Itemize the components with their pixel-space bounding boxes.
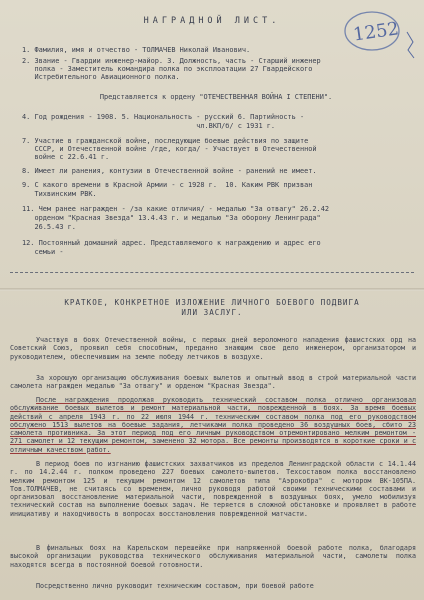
item-line: войне с 22.6.41 г. xyxy=(22,153,110,161)
item-line: 7. Участие в гражданской войне, последующие боевые действия по защите xyxy=(22,137,309,145)
item-line: 1. Фамилия, имя и отчество - ТОЛМАЧЕВ Николай Иванович. xyxy=(22,46,251,54)
item-line: 9. С какого времени в Красной Армии - с 1928 г. 10. Каким РВК призван xyxy=(22,181,313,189)
item-line: 11. Чем ранее награжден - /за какие отличия/ - медалью "За отвагу" 26.2.42 xyxy=(22,205,329,213)
item-line: семьи - xyxy=(22,248,64,256)
narrative-paragraph xyxy=(10,460,416,518)
item-line: 26.5.43 г. xyxy=(22,223,76,231)
item-line: Тихвинским РВК. xyxy=(22,190,97,198)
narrative-paragraph xyxy=(10,336,416,361)
item-line: СССР, и Отечественной войне /где, когда/ - Участвует в Отечественной xyxy=(22,145,317,153)
section-divider xyxy=(10,272,414,273)
paragraph-text: В финальных боях на Карельском перешейке при напряженной боевой работе полка, благодаря высокой организации руководства технического обслуживания материальной части, самолеты полка находятся всегда в постоянной боевой готовности. xyxy=(10,544,416,569)
handwritten-archive-number xyxy=(342,8,402,54)
item-line: 4. Год рождения - 1908. 5. Национальность - русский 6. Партийность - xyxy=(22,113,305,121)
nomination-line: Представляется к ордену "ОТЕЧЕСТВЕННАЯ ВОЙНА I СТЕПЕНИ". xyxy=(99,93,333,101)
item-line: 2. Звание - Гвардии инженер-майор. 3. Должность, часть - Старший инженер xyxy=(22,57,321,65)
paragraph-text: Посредственно лично руководит техническим составом, при боевой работе xyxy=(36,582,314,590)
item-line: Истребительного Авиационного полка. xyxy=(22,73,180,81)
paper-fold xyxy=(0,288,424,291)
document-title: НАГРАДНОЙ ЛИСТ. xyxy=(143,16,281,26)
item-line: орденом "Красная Звезда" 13.4.43 г. и медалью "За оборону Ленинграда" xyxy=(22,214,321,222)
paragraph-text: После награждения продолжая руководить технический составом полка отлично организовал обслуживание боевых вылетов и ремонт материальной части, поврежденной в боях. За время боевых действий с апреля 1943 г. по 22 июля 1944 г. техническим составом полка под его руководством обслужено 1513 вылетов на боевые задания, летчиками полка проведено 36 воздушных боев, сбито 23 самолета противника. За этот период под его личным руководством отремонтировано мелким ремонтом - 271 самолет и 12 текущим ремонтом, заменено 32 мотора. Все ремонты производятся в короткие сроки и с отличным качеством работ. xyxy=(10,396,416,454)
paragraph-text: В период боев по изгнанию фашистских захватчиков из пределов Ленинградской области с 14.1.44 г. по 14.2.44 г. полком проведено 227 боевых самолето-вылетов. Техсоставом полка восстановлено мелким ремонтом 125 и текущим ремонтом 12 самолетов типа "Аэрокобра" с мотором ВК-105ПА. Тов.ТОЛМАЧЕВ, не считаясь со временем, лично руководя работой своими техническими составами и организовал восстановление материальной части, поврежденной в воздушных боях, умело мобилизуя технический состав на выполнение боевых задач. Не теряется в сложной обстановке и проявляет в работе инициативу и находчивость в вопросах восстановления поврежденной матчасти. xyxy=(10,460,416,518)
narrative-paragraph xyxy=(10,374,416,391)
item-line: полка - Заместитель командира полка по эксплоатации 27 Гвардейского xyxy=(22,65,313,73)
item-line: 12. Постоянный домашний адрес. Представляемого к награждению и адрес его xyxy=(22,239,321,247)
item-line: чл.ВКП/б/ с 1931 г. xyxy=(22,122,276,130)
section-subtitle: ИЛИ ЗАСЛУГ. xyxy=(181,308,243,317)
paragraph-text: Участвуя в боях Отечественной войны, с первых дней вероломного нападения фашистских орд на Советский Союз, проявил себя способным, преданно знающим свое дело инженером, организатором и руководителем, обеспечившим на земле победу летчиков в воздухе. xyxy=(10,336,416,361)
narrative-paragraph xyxy=(10,582,416,590)
section-title: КРАТКОЕ, КОНКРЕТНОЕ ИЗЛОЖЕНИЕ ЛИЧНОГО БОЕВОГО ПОДВИГА xyxy=(64,298,360,307)
item-line: 8. Имеет ли ранения, контузии в Отечественной войне - ранений не имеет. xyxy=(22,167,317,175)
narrative-paragraph xyxy=(10,396,416,454)
narrative-paragraph xyxy=(10,544,416,569)
stamp-number-text: 1252 xyxy=(351,18,401,46)
pencil-mark xyxy=(405,30,417,60)
paragraph-text: За хорошую организацию обслуживания боевых вылетов и опытный ввод в строй материальной части самолета награжден медалью "За отвагу" и орденом "Красная Звезда". xyxy=(10,374,416,391)
